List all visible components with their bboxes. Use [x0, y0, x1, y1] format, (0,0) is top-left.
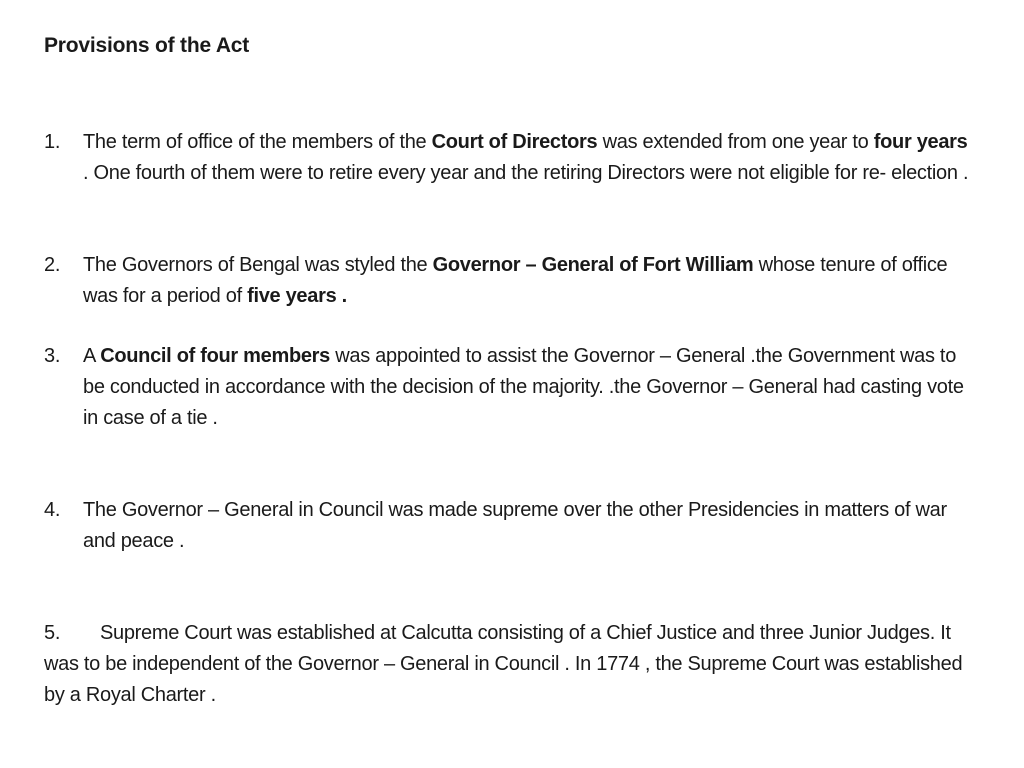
list-item-text: [83, 341, 974, 434]
text-segment: whose tenure of office was for a period of: [83, 254, 948, 307]
list-item-text: Supreme Court was established at Calcutta consisting of a Chief Justice and three Junior Judges. It was to be independent of the Governor – General in Council . In 1774 , the Supreme Court was established by a Royal Charter .: [44, 622, 963, 706]
text-segment: was appointed to assist the Governor – General .the Government was to be conducted in accordance with the decision of the majority. .the Governor – General had casting vote in case of a tie .: [83, 345, 964, 429]
bold-term: four years: [873, 131, 968, 153]
list-item-text: [83, 495, 974, 557]
list-item-number: 5.: [44, 622, 61, 644]
slide-heading: Provisions of the Act: [44, 34, 250, 57]
text-segment: The Governors of Bengal was styled the: [83, 254, 433, 276]
bold-term: Governor – General of Fort William: [432, 254, 754, 276]
text-segment: The term of office of the members of the: [83, 131, 432, 153]
list-item-number: 3.: [44, 345, 61, 367]
text-segment: The Governor – General in Council was made supreme over the other Presidencies in matters of war and peace .: [83, 499, 947, 552]
text-segment: . One fourth of them were to retire every year and the retiring Directors were not eligible for re- election .: [83, 162, 969, 184]
list-item-number: 2.: [44, 254, 61, 276]
list-item-5: [44, 618, 974, 711]
list-item-4: [44, 495, 974, 557]
bold-term: Court of Directors: [431, 131, 598, 153]
list-item-2: [44, 250, 974, 312]
bold-term: five years .: [247, 285, 347, 307]
list-item-1: [44, 127, 974, 189]
text-segment: A: [83, 345, 101, 367]
list-item-number: 4.: [44, 499, 61, 521]
bold-term: Council of four members: [100, 345, 330, 367]
list-item-number: 1.: [44, 131, 61, 153]
text-segment: was extended from one year to: [597, 131, 874, 153]
list-item-text: [83, 127, 974, 189]
list-item-text: [83, 250, 974, 312]
list-item-3: [44, 341, 974, 434]
